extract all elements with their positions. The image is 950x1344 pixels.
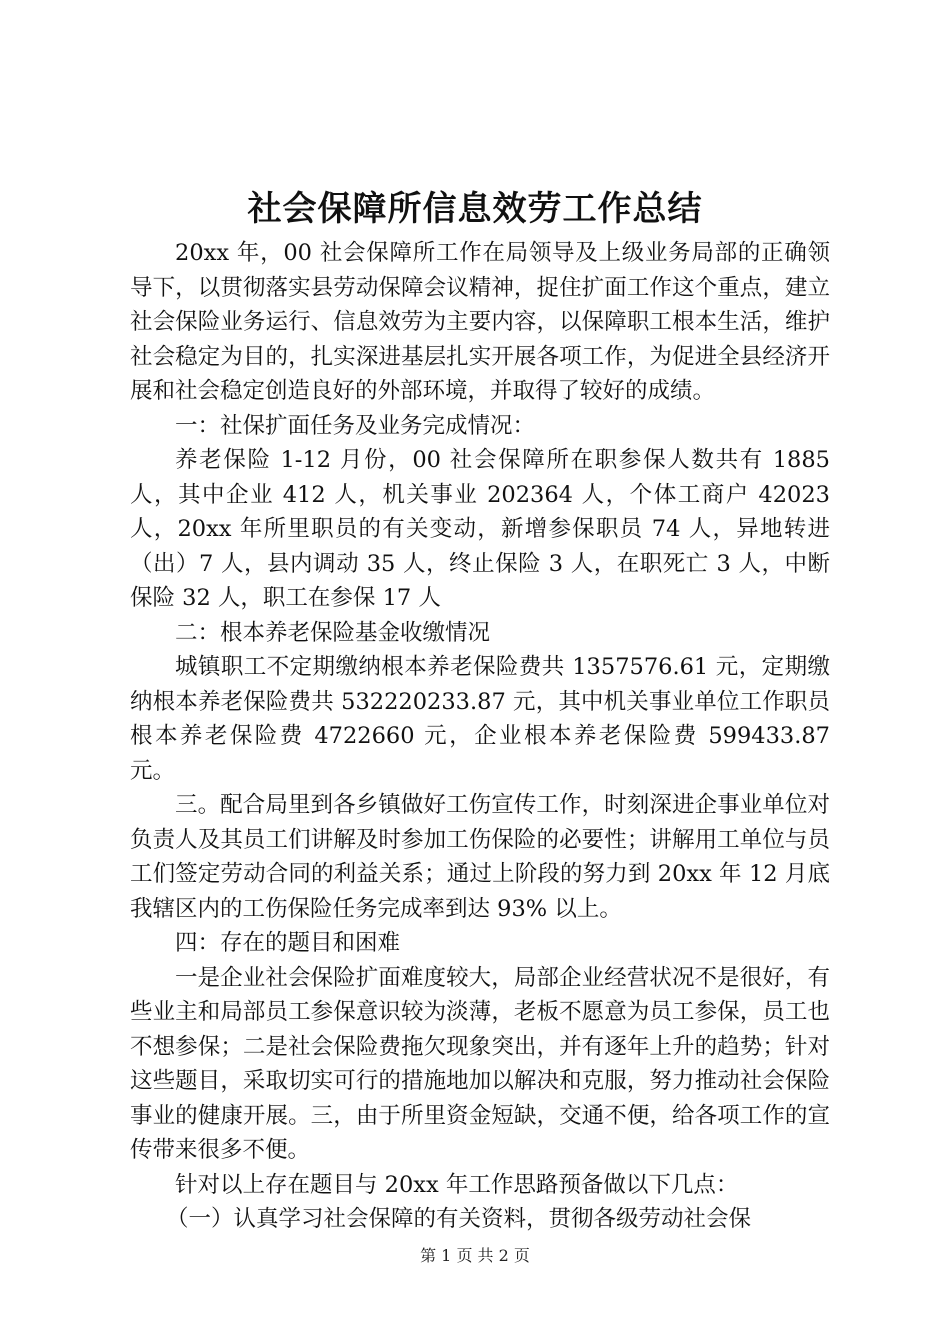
section-heading-4: 四：存在的题目和困难: [175, 930, 401, 956]
paragraph-plan-item-1: （一）认真学习社会保障的有关资料，贯彻各级劳动社会保: [166, 1206, 752, 1232]
section-heading-2: 二：根本养老保险基金收缴情况: [175, 619, 491, 646]
paragraph-difficulties: 一是企业社会保险扩面难度较大，局部企业经营状况不是很好，有些业主和局部员工参保意识较为淡薄，老板不愿意为员工参保，员工也不想参保；二是社会保险费拖欠现象突出，并有逐年上升的趋势；针对这些题目，采取切实可行的措施地加以解决和克服，努力推动社会保险事业的健康开展。三，由于所里资金短缺，交通不便，给各项工作的宣传带来很多不便。: [130, 964, 830, 1163]
section-heading-1: 一：社保扩面任务及业务完成情况：: [175, 412, 536, 439]
paragraph-injury-insurance: 三。配合局里到各乡镇做好工伤宣传工作，时刻深进企事业单位对负责人及其员工们讲解及时参加工伤保险的必要性；讲解用工单位与员工们签定劳动合同的利益关系；通过上阶段的努力到 20xx 年 12 月底我辖区内的工伤保险任务完成率到达 93% 以上。: [130, 792, 830, 922]
page-number-footer: 第 1 页 共 2 页: [420, 1246, 530, 1265]
paragraph-fund-collection: 城镇职工不定期缴纳根本养老保险费共 1357576.61 元，定期缴纳根本养老保险费共 532220233.87 元，其中机关事业单位工作职员根本养老保险费 4722660 元，企业根本养老保险费 599433.87 元。: [130, 654, 830, 784]
document-body: [130, 236, 830, 1237]
paragraph-intro: 20xx 年，00 社会保障所工作在局领导及上级业务局部的正确领导下，以贯彻落实县劳动保障会议精神，捉住扩面工作这个重点，建立社会保险业务运行、信息效劳为主要内容，以保障职工根本生活，维护社会稳定为目的，扎实深进基层扎实开展各项工作，为促进全县经济开展和社会稳定创造良好的外部环境，并取得了较好的成绩。: [130, 240, 830, 404]
document-title: 社会保障所信息效劳工作总结: [247, 189, 703, 229]
paragraph-plan-intro: 针对以上存在题目与 20xx 年工作思路预备做以下几点：: [175, 1171, 739, 1198]
paragraph-pension-stats: 养老保险 1-12 月份，00 社会保障所在职参保人数共有 1885 人，其中企业 412 人，机关事业 202364 人，个体工商户 42023 人，20xx 年所里职员的有关变动，新增参保职员 74 人，异地转进（出）7 人，县内调动 35 人，终止保险 3 人，在职死亡 3 人，中断保险 32 人，职工在参保 17 人: [130, 447, 830, 611]
